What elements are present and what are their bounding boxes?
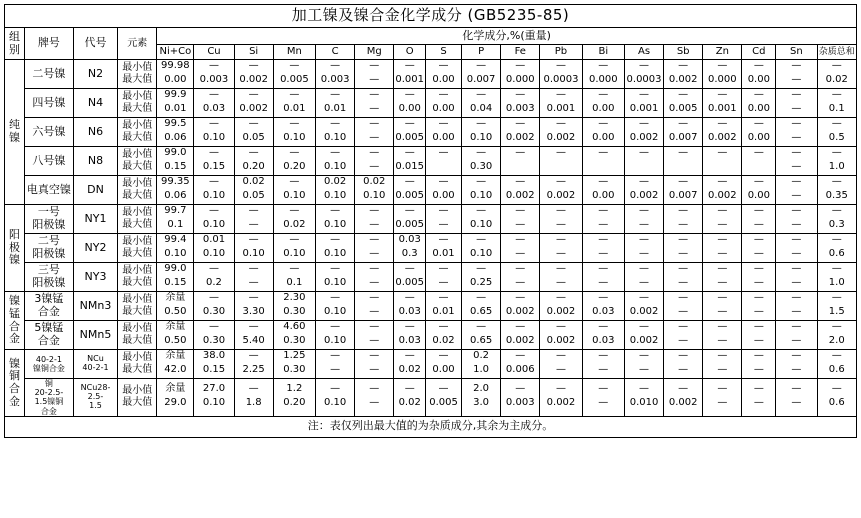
value-cell: — 0.00 [426, 118, 462, 147]
minmax-cell: 最小值 最大值 [118, 379, 157, 417]
col-header-7: S [426, 45, 462, 60]
value-cell: — 0.10 [273, 118, 315, 147]
value-cell: — 0.00 [742, 89, 776, 118]
value-cell: — 0.10 [234, 234, 273, 263]
value-cell: — 0.2 [194, 263, 234, 292]
code-cell: DN [73, 176, 117, 205]
col-header-3: Mn [273, 45, 315, 60]
value-cell: — 0.002 [234, 60, 273, 89]
value-cell: — 0.005 [394, 118, 426, 147]
table-row [5, 350, 857, 379]
value-cell: — 0.0003 [540, 60, 582, 89]
value-cell: 1.2 0.20 [273, 379, 315, 417]
alloy-composition-table [4, 4, 857, 438]
value-cell: 99.9 0.01 [157, 89, 194, 118]
value-cell: — — [582, 234, 624, 263]
value-cell: — 0.005 [664, 89, 703, 118]
value-cell: — — [355, 147, 394, 176]
value-cell: — [426, 147, 462, 176]
value-cell: — 0.02 [426, 321, 462, 350]
table-row [5, 118, 857, 147]
value-cell: — — [355, 321, 394, 350]
minmax-cell: 最小值 最大值 [118, 147, 157, 176]
col-header-11: Bi [582, 45, 624, 60]
value-cell: — — [703, 321, 742, 350]
value-cell: — [703, 147, 742, 176]
value-cell: — — [582, 263, 624, 292]
value-cell: — 0.005 [394, 205, 426, 234]
code-cell: NMn5 [73, 321, 117, 350]
brand-cell: 六号镍 [25, 118, 74, 147]
value-cell: — 0.00 [426, 89, 462, 118]
value-cell: — 0.002 [501, 176, 540, 205]
value-cell: — — [234, 205, 273, 234]
value-cell: 4.60 0.30 [273, 321, 315, 350]
value-cell: — 0.10 [316, 263, 355, 292]
value-cell: — [501, 147, 540, 176]
code-cell: NMn3 [73, 292, 117, 321]
value-cell: 99.35 0.06 [157, 176, 194, 205]
value-cell: — — [742, 205, 776, 234]
value-cell: — 0.02 [394, 350, 426, 379]
value-cell: — 0.01 [273, 89, 315, 118]
table-row [5, 263, 857, 292]
value-cell: — — [624, 350, 663, 379]
brand-cell: 5镍锰 合金 [25, 321, 74, 350]
value-cell: — 0.007 [462, 60, 501, 89]
value-cell: — — [582, 350, 624, 379]
brand-cell: 40-2-1 镍铜合金 [25, 350, 74, 379]
table-row [5, 379, 857, 417]
value-cell: — 0.007 [664, 118, 703, 147]
value-cell: — 0.002 [501, 292, 540, 321]
value-cell: — 0.005 [273, 60, 315, 89]
group-label-1: 阳 极 镍 [5, 205, 25, 292]
table-row [5, 147, 857, 176]
value-cell: — — [703, 234, 742, 263]
value-cell: — 0.1 [817, 89, 856, 118]
value-cell: — 0.10 [316, 205, 355, 234]
value-cell: — 0.10 [462, 118, 501, 147]
value-cell: — 0.00 [426, 60, 462, 89]
minmax-cell: 最小值 最大值 [118, 60, 157, 89]
value-cell: — — [624, 234, 663, 263]
value-cell: — — [776, 379, 817, 417]
value-cell: — 0.65 [462, 292, 501, 321]
value-cell: — 0.001 [540, 89, 582, 118]
brand-cell: 二号 阳极镍 [25, 234, 74, 263]
value-cell: 0.03 0.3 [394, 234, 426, 263]
value-cell: — 0.002 [703, 176, 742, 205]
value-cell: 2.30 0.30 [273, 292, 315, 321]
value-cell: — 0.10 [194, 118, 234, 147]
value-cell: 99.5 0.06 [157, 118, 194, 147]
table-row [5, 205, 857, 234]
value-cell: — — [624, 263, 663, 292]
value-cell: 99.0 0.15 [157, 147, 194, 176]
value-cell: — — [742, 321, 776, 350]
col-header-15: Cd [742, 45, 776, 60]
value-cell: — [742, 147, 776, 176]
value-cell: — 0.001 [703, 89, 742, 118]
value-cell: — 0.30 [194, 292, 234, 321]
value-cell: — — [664, 234, 703, 263]
value-cell: — 0.10 [462, 234, 501, 263]
value-cell: 27.0 0.10 [194, 379, 234, 417]
minmax-cell: 最小值 最大值 [118, 205, 157, 234]
value-cell: 0.01 0.10 [194, 234, 234, 263]
value-cell: — 0.000 [703, 60, 742, 89]
table-row [5, 60, 857, 89]
value-cell: — 0.00 [742, 176, 776, 205]
value-cell: — 0.01 [426, 234, 462, 263]
value-cell: — [582, 147, 624, 176]
value-cell: — — [501, 205, 540, 234]
value-cell: — 0.10 [194, 205, 234, 234]
value-cell: — — [355, 118, 394, 147]
table-note: 注：表仅列出最大值的为杂质成分,其余为主成分。 [5, 416, 857, 437]
code-cell: NCu 40-2-1 [73, 350, 117, 379]
value-cell: — — [703, 263, 742, 292]
value-cell: — 0.002 [624, 292, 663, 321]
value-cell: — 1.5 [817, 292, 856, 321]
code-cell: N6 [73, 118, 117, 147]
note-row [5, 416, 857, 437]
value-cell: — 0.03 [394, 292, 426, 321]
col-header-12: As [624, 45, 663, 60]
minmax-cell: 最小值 最大值 [118, 321, 157, 350]
brand-cell: 电真空镍 [25, 176, 74, 205]
value-cell: — 0.015 [394, 147, 426, 176]
value-cell: — 0.00 [742, 118, 776, 147]
value-cell: — 0.005 [426, 379, 462, 417]
value-cell: — 1.8 [234, 379, 273, 417]
value-cell: — 0.6 [817, 234, 856, 263]
code-cell: N8 [73, 147, 117, 176]
header-group: 组 别 [5, 28, 25, 60]
value-cell: — 0.002 [540, 118, 582, 147]
value-cell: — 2.25 [234, 350, 273, 379]
value-cell: — 0.15 [194, 147, 234, 176]
value-cell: — — [582, 379, 624, 417]
value-cell: — — [703, 379, 742, 417]
value-cell: — — [355, 205, 394, 234]
value-cell: — 0.002 [540, 321, 582, 350]
value-cell: — 0.001 [624, 89, 663, 118]
value-cell: 0.02 0.05 [234, 176, 273, 205]
value-cell: — 0.10 [273, 176, 315, 205]
value-cell: — 0.20 [234, 147, 273, 176]
value-cell: — — [776, 234, 817, 263]
value-cell: — — [355, 60, 394, 89]
table-row [5, 234, 857, 263]
code-cell: N2 [73, 60, 117, 89]
header-code: 代号 [73, 28, 117, 60]
value-cell: — — [355, 379, 394, 417]
value-cell: — 0.001 [394, 60, 426, 89]
value-cell: — [664, 147, 703, 176]
code-cell: NY3 [73, 263, 117, 292]
value-cell: — 0.10 [316, 118, 355, 147]
brand-cell: 一号 阳极镍 [25, 205, 74, 234]
value-cell: — 3.30 [234, 292, 273, 321]
value-cell: — — [355, 292, 394, 321]
value-cell: — — [742, 234, 776, 263]
col-header-17: 杂质总和 [817, 45, 856, 60]
value-cell: 99.7 0.1 [157, 205, 194, 234]
value-cell: — 0.02 [394, 379, 426, 417]
brand-cell: 二号镍 [25, 60, 74, 89]
value-cell: — — [742, 292, 776, 321]
value-cell: 余量 42.0 [157, 350, 194, 379]
value-cell: — — [540, 205, 582, 234]
value-cell: — 0.002 [624, 118, 663, 147]
value-cell: — 0.10 [462, 176, 501, 205]
value-cell: — 0.000 [501, 60, 540, 89]
value-cell: — 0.3 [817, 205, 856, 234]
page-title: 加工镍及镍合金化学成分 (GB5235-85) [5, 5, 857, 28]
value-cell: — 0.000 [582, 60, 624, 89]
value-cell: — — [664, 292, 703, 321]
value-cell: 1.25 0.30 [273, 350, 315, 379]
value-cell: — — [664, 321, 703, 350]
value-cell: — 0.005 [394, 263, 426, 292]
value-cell: — — [776, 147, 817, 176]
value-cell: — — [664, 205, 703, 234]
value-cell: — 0.10 [316, 147, 355, 176]
value-cell: — 5.40 [234, 321, 273, 350]
col-header-14: Zn [703, 45, 742, 60]
minmax-cell: 最小值 最大值 [118, 263, 157, 292]
value-cell: 余量 0.50 [157, 292, 194, 321]
code-cell: NCu28- 2.5- 1.5 [73, 379, 117, 417]
value-cell: 0.02 0.10 [316, 176, 355, 205]
col-header-16: Sn [776, 45, 817, 60]
value-cell: — — [501, 263, 540, 292]
table-row [5, 321, 857, 350]
value-cell: — 0.002 [540, 379, 582, 417]
value-cell: — 0.002 [540, 176, 582, 205]
value-cell: — — [355, 263, 394, 292]
value-cell: — 0.002 [540, 292, 582, 321]
value-cell: — — [624, 205, 663, 234]
value-cell: — — [426, 205, 462, 234]
value-cell: — 0.002 [234, 89, 273, 118]
minmax-cell: 最小值 最大值 [118, 118, 157, 147]
value-cell: — 0.00 [582, 176, 624, 205]
value-cell: 0.2 1.0 [462, 350, 501, 379]
value-cell: — 0.003 [194, 60, 234, 89]
brand-cell: 3镍锰 合金 [25, 292, 74, 321]
value-cell: — — [316, 350, 355, 379]
value-cell: — 0.002 [501, 118, 540, 147]
value-cell: — 0.002 [664, 60, 703, 89]
value-cell: — — [742, 350, 776, 379]
value-cell: — 0.20 [273, 147, 315, 176]
value-cell: — — [776, 321, 817, 350]
value-cell: — 0.002 [501, 321, 540, 350]
value-cell: — 0.010 [624, 379, 663, 417]
value-cell: — [624, 147, 663, 176]
col-header-2: Si [234, 45, 273, 60]
col-header-0: Ni+Co [157, 45, 194, 60]
value-cell: — 0.10 [273, 234, 315, 263]
value-cell: 余量 29.0 [157, 379, 194, 417]
col-header-8: P [462, 45, 501, 60]
value-cell: — 0.10 [316, 292, 355, 321]
value-cell: — — [355, 350, 394, 379]
minmax-cell: 最小值 最大值 [118, 350, 157, 379]
header-chemical-composition: 化学成分,%(重量) [157, 28, 857, 45]
value-cell: — [540, 147, 582, 176]
brand-cell: 八号镍 [25, 147, 74, 176]
value-cell: — 0.30 [462, 147, 501, 176]
title-row [5, 5, 857, 28]
group-label-0: 纯 镍 [5, 60, 25, 205]
value-cell: — — [540, 234, 582, 263]
value-cell: — — [703, 292, 742, 321]
value-cell: — 0.10 [194, 176, 234, 205]
value-cell: — — [703, 350, 742, 379]
value-cell: — 0.65 [462, 321, 501, 350]
value-cell: — 0.10 [316, 234, 355, 263]
value-cell: — — [355, 234, 394, 263]
value-cell: — — [742, 379, 776, 417]
minmax-cell: 最小值 最大值 [118, 176, 157, 205]
value-cell: 99.0 0.15 [157, 263, 194, 292]
value-cell: — 0.6 [817, 350, 856, 379]
value-cell: — — [501, 234, 540, 263]
value-cell: — — [703, 205, 742, 234]
value-cell: — 0.00 [426, 350, 462, 379]
value-cell: 38.0 0.15 [194, 350, 234, 379]
code-cell: NY2 [73, 234, 117, 263]
value-cell: — 0.05 [234, 118, 273, 147]
col-header-5: Mg [355, 45, 394, 60]
value-cell: — 0.35 [817, 176, 856, 205]
value-cell: — 0.006 [501, 350, 540, 379]
value-cell: — 0.03 [394, 321, 426, 350]
col-header-4: C [316, 45, 355, 60]
value-cell: — 0.00 [426, 176, 462, 205]
value-cell: — — [426, 263, 462, 292]
brand-cell: 铜 20-2.5- 1.5镍铜 合金 [25, 379, 74, 417]
minmax-cell: 最小值 最大值 [118, 234, 157, 263]
value-cell: — 0.10 [316, 321, 355, 350]
group-label-2: 镍 锰 合 金 [5, 292, 25, 350]
value-cell: — — [540, 263, 582, 292]
code-cell: NY1 [73, 205, 117, 234]
value-cell: — 0.03 [582, 321, 624, 350]
value-cell: — 0.003 [316, 60, 355, 89]
value-cell: — — [776, 89, 817, 118]
code-cell: N4 [73, 89, 117, 118]
value-cell: — 0.003 [501, 379, 540, 417]
value-cell: — 0.002 [624, 321, 663, 350]
value-cell: 2.0 3.0 [462, 379, 501, 417]
value-cell: — 0.002 [664, 379, 703, 417]
value-cell: — — [776, 176, 817, 205]
brand-cell: 四号镍 [25, 89, 74, 118]
value-cell: — — [776, 205, 817, 234]
table-row [5, 292, 857, 321]
value-cell: — — [234, 263, 273, 292]
value-cell: — 0.007 [664, 176, 703, 205]
value-cell: 0.02 0.10 [355, 176, 394, 205]
minmax-cell: 最小值 最大值 [118, 292, 157, 321]
value-cell: — 0.002 [624, 176, 663, 205]
value-cell: — 0.0003 [624, 60, 663, 89]
minmax-cell: 最小值 最大值 [118, 89, 157, 118]
value-cell: — 0.5 [817, 118, 856, 147]
value-cell: — 2.0 [817, 321, 856, 350]
value-cell: — 0.003 [501, 89, 540, 118]
value-cell: — — [776, 60, 817, 89]
header-brand: 牌号 [25, 28, 74, 60]
header-row-1 [5, 28, 857, 45]
value-cell: — 0.01 [426, 292, 462, 321]
value-cell: — — [664, 263, 703, 292]
value-cell: — 0.02 [273, 205, 315, 234]
value-cell: — — [664, 350, 703, 379]
col-header-13: Sb [664, 45, 703, 60]
header-element: 元素 [118, 28, 157, 60]
value-cell: 余量 0.50 [157, 321, 194, 350]
value-cell: — — [582, 205, 624, 234]
value-cell: — — [776, 118, 817, 147]
value-cell: — 0.02 [817, 60, 856, 89]
value-cell: 99.98 0.00 [157, 60, 194, 89]
value-cell: — 0.30 [194, 321, 234, 350]
table-row [5, 176, 857, 205]
value-cell: — 0.6 [817, 379, 856, 417]
value-cell: — 0.00 [742, 60, 776, 89]
value-cell: — — [540, 350, 582, 379]
value-cell: — 0.1 [273, 263, 315, 292]
value-cell: — 0.10 [316, 379, 355, 417]
value-cell: — 0.04 [462, 89, 501, 118]
value-cell: — 1.0 [817, 147, 856, 176]
value-cell: — — [776, 263, 817, 292]
col-header-1: Cu [194, 45, 234, 60]
col-header-9: Fe [501, 45, 540, 60]
value-cell: — 0.10 [462, 205, 501, 234]
value-cell: — — [776, 350, 817, 379]
value-cell: — 0.03 [194, 89, 234, 118]
value-cell: — 0.005 [394, 176, 426, 205]
value-cell: — 0.03 [582, 292, 624, 321]
value-cell: — 0.00 [582, 118, 624, 147]
value-cell: — 0.002 [703, 118, 742, 147]
value-cell: — — [355, 89, 394, 118]
value-cell: — — [776, 292, 817, 321]
value-cell: — 0.25 [462, 263, 501, 292]
table-row [5, 89, 857, 118]
col-header-6: O [394, 45, 426, 60]
group-label-3: 镍 铜 合 金 [5, 350, 25, 417]
value-cell: — 0.00 [582, 89, 624, 118]
value-cell: 99.4 0.10 [157, 234, 194, 263]
brand-cell: 三号 阳极镍 [25, 263, 74, 292]
value-cell: — 0.01 [316, 89, 355, 118]
value-cell: — 1.0 [817, 263, 856, 292]
value-cell: — 0.00 [394, 89, 426, 118]
value-cell: — — [742, 263, 776, 292]
col-header-10: Pb [540, 45, 582, 60]
